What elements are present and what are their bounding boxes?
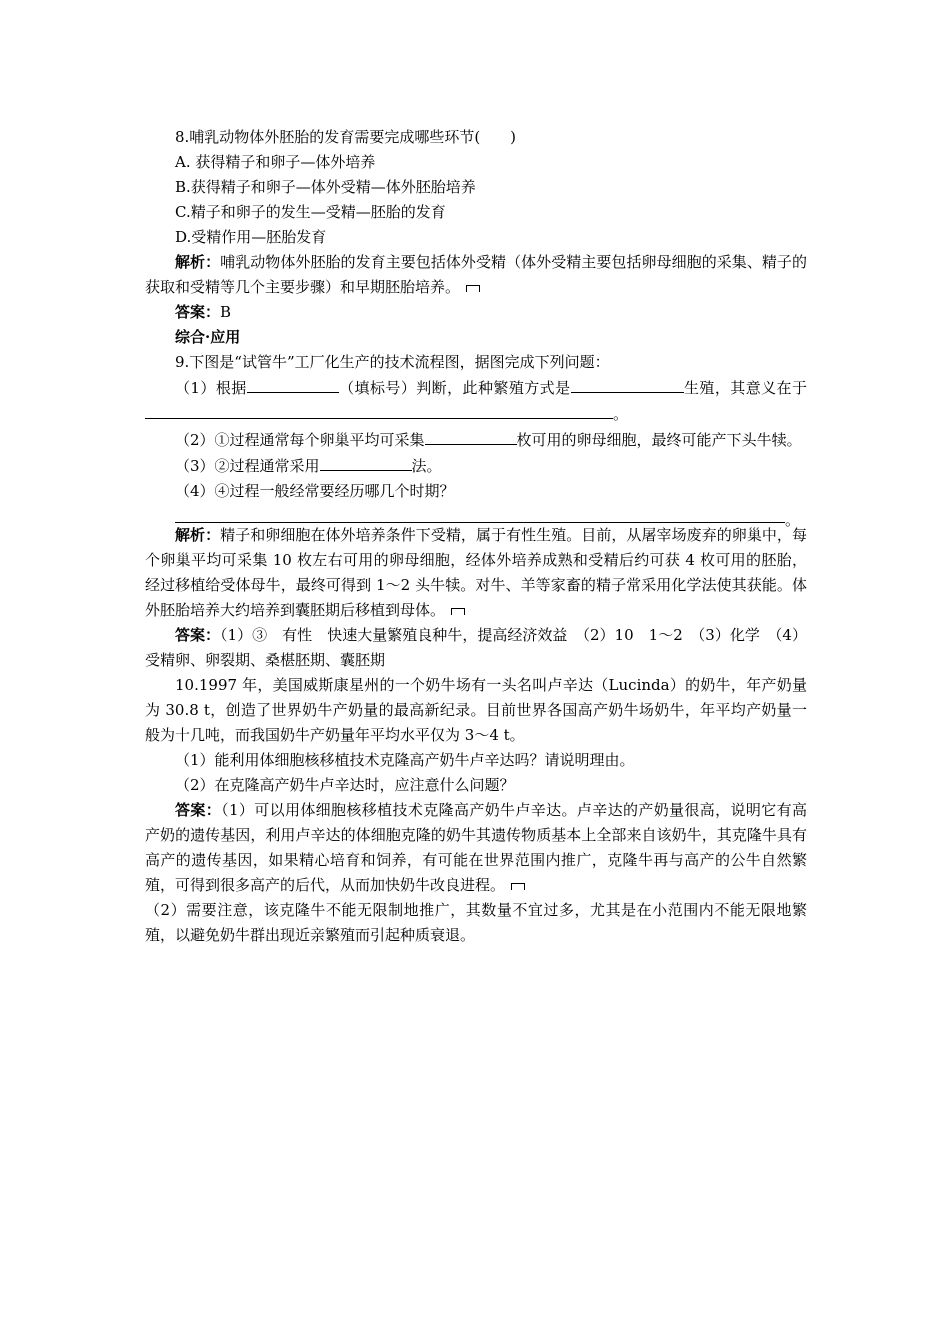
q9-p1-end: 。 <box>613 405 629 423</box>
section-title: 综合·应用 <box>175 328 241 346</box>
q9-p1-text-c: 生殖，其意义在于 <box>683 379 807 397</box>
q9-analysis <box>145 523 807 623</box>
q9-part3 <box>145 453 807 479</box>
q9-p2-text-c: 头牛犊。 <box>741 431 802 449</box>
q9-part4: （4）④过程一般经常要经历哪几个时期？ <box>175 482 455 500</box>
q8-option-d: D.受精作用—胚胎发育 <box>175 228 327 246</box>
q9-analysis-label: 解析： <box>175 526 221 544</box>
paragraph-mark-icon <box>511 883 525 890</box>
q9-p1-text-a: （1）根据 <box>175 379 247 397</box>
q9-blank-reproduction <box>571 375 684 393</box>
q9-blank-oocytes <box>425 427 517 445</box>
q8-answer-text: B <box>220 303 232 321</box>
q9-stem: 9.下图是“试管牛”工厂化生产的技术流程图，据图完成下列问题： <box>175 353 610 371</box>
q9-answer <box>145 623 807 673</box>
q8-analysis-label: 解析： <box>175 253 221 271</box>
q8-answer <box>145 300 807 325</box>
q9-blank-stages <box>175 504 785 523</box>
q9-answer-label: 答案： <box>175 626 221 644</box>
q8-option-a: A. 获得精子和卵子—体外培养 <box>175 153 376 171</box>
q9-part4-answer-line <box>145 504 807 529</box>
q10-answer-text-1: （1）可以用体细胞核移植技术克隆高产奶牛卢辛达。卢辛达的产奶量很高，说明它有高产奶的遗传基因，利用卢辛达的体细胞克隆的奶牛其遗传物质基本上全部来自该奶牛，其克隆牛具有高产的遗传基因，如果精心培育和饲养，有可能在世界范围内推广，克隆牛再与高产的公牛自然繁殖，可得到很多高产的后代，从而加快奶牛改良进程。 <box>145 801 807 894</box>
document-content <box>145 125 807 948</box>
q9-part2 <box>145 427 807 453</box>
q10-answer-2: （2）需要注意，该克隆牛不能无限制地推广，其数量不宜过多，尤其是在小范围内不能无限地繁殖，以避免奶牛群出现近亲繁殖而引起种质衰退。 <box>145 901 807 944</box>
q10-part1: （1）能利用体细胞核移植技术克隆高产奶牛卢辛达吗？请说明理由。 <box>175 751 635 769</box>
q9-p3-text-a: （3）②过程通常采用 <box>175 457 320 475</box>
q9-p2-text-b: 枚可用的卵母细胞，最终可能产下 <box>516 431 742 449</box>
q8-answer-label: 答案： <box>175 303 221 321</box>
q8-analysis <box>145 250 807 300</box>
q10-part2: （2）在克隆高产奶牛卢辛达时，应注意什么问题？ <box>175 776 515 794</box>
q8-stem: 8.哺乳动物体外胚胎的发育需要完成哪些环节( ) <box>175 128 517 146</box>
q8-option-b: B.获得精子和卵子—体外受精—体外胚胎培养 <box>175 178 476 196</box>
paragraph-mark-icon <box>451 608 465 615</box>
q9-p4-end: 。 <box>785 511 801 529</box>
q9-p2-text-a: （2）①过程通常每个卵巢平均可采集 <box>175 431 425 449</box>
q9-blank-method <box>320 453 412 471</box>
paragraph-mark-icon <box>466 285 480 292</box>
q9-answer-text: （1）③ 有性 快速大量繁殖良种牛，提高经济效益 （2）10 1～2 （3）化学 （4）受精卵、卵裂期、桑椹胚期、囊胚期 <box>145 626 807 669</box>
q8-option-c: C.精子和卵子的发生—受精—胚胎的发育 <box>175 203 446 221</box>
q9-analysis-text: 精子和卵细胞在体外培养条件下受精，属于有性生殖。目前，从屠宰场废弃的卵巢中，每个卵巢平均可采集 10 枚左右可用的卵母细胞，经体外培养成熟和受精后约可获 4 枚可用的胚胎，经过移植给受体母牛，最终可得到 1～2 头牛犊。对牛、羊等家畜的精子常采用化学法使其获能。体外胚胎培养大约培养到囊胚期后移植到母体。 <box>145 526 807 619</box>
q9-part1 <box>145 375 807 427</box>
q9-blank-label <box>247 375 339 393</box>
q9-blank-significance <box>145 401 613 419</box>
q10-answer <box>145 798 807 898</box>
q8-analysis-text: 哺乳动物体外胚胎的发育主要包括体外受精（体外受精主要包括卵母细胞的采集、精子的获取和受精等几个主要步骤）和早期胚胎培养。 <box>145 253 807 296</box>
q9-p1-text-b: （填标号）判断，此种繁殖方式是 <box>338 379 571 397</box>
q9-p3-text-b: 法。 <box>411 457 442 475</box>
q10-answer-label: 答案： <box>175 801 222 819</box>
q10-stem: 10.1997 年，美国威斯康星州的一个奶牛场有一头名叫卢辛达（Lucinda）的奶牛，年产奶量为 30.8 t，创造了世界奶牛产奶量的最高新纪录。目前世界各国高产奶牛场奶牛，年平均产奶量一般为十几吨，而我国奶牛产奶量年平均水平仅为 3～4 t。 <box>145 676 807 744</box>
